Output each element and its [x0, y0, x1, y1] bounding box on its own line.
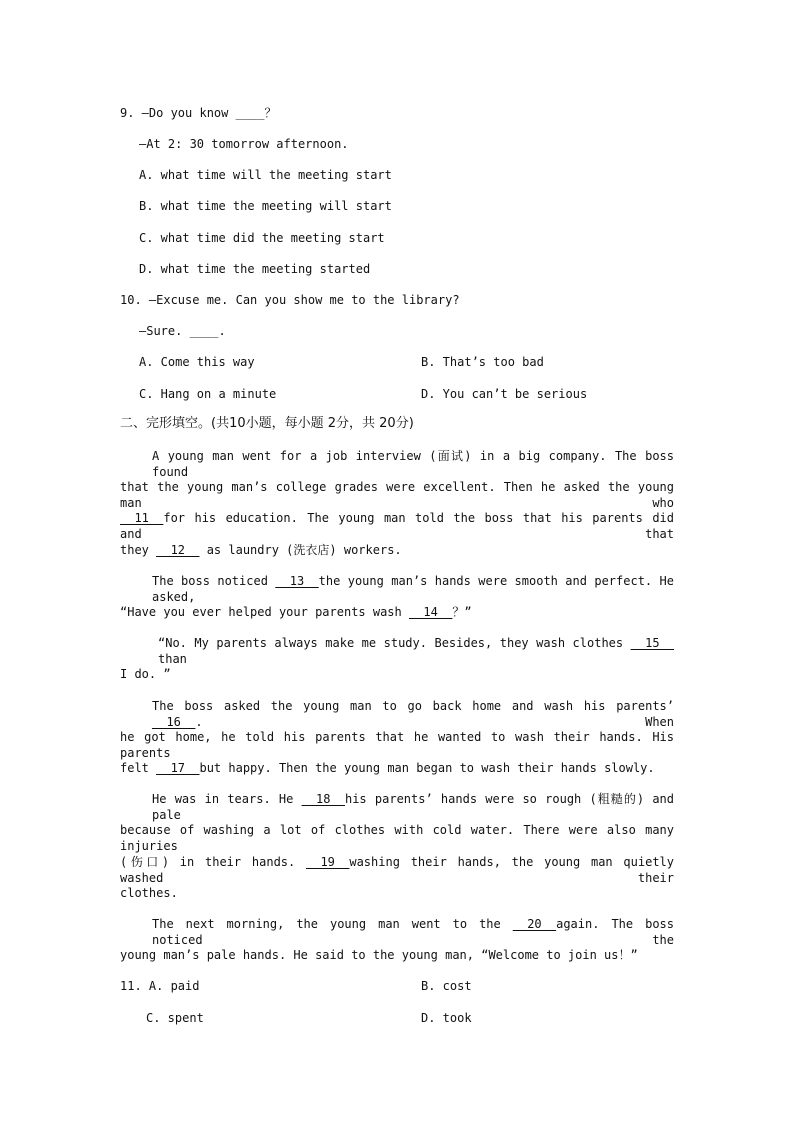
passage-text: The next morning, the young man went to the — [152, 917, 513, 931]
passage-line: young man’s pale hands. He said to the young man, “Welcome to join us！” — [120, 948, 638, 962]
passage-line — [152, 573, 674, 605]
q10-option-d[interactable]: D. You can’t be serious — [421, 387, 588, 401]
q11-option-a[interactable]: 11. A. paid — [120, 979, 200, 993]
blank-18[interactable]: __18__ — [301, 792, 345, 806]
passage-line: because of washing a lot of clothes with cold water. There were also many injuries — [120, 823, 674, 853]
passage-line — [158, 635, 674, 667]
passage-text: for his education. The young man told the boss that his parents did and that — [120, 511, 674, 541]
q9-option-c[interactable]: C. what time did the meeting start — [139, 231, 385, 245]
q9-option-d[interactable]: D. what time the meeting started — [139, 262, 371, 276]
q9-reply: —At 2: 30 tomorrow afternoon. — [139, 137, 349, 151]
passage-line — [120, 510, 674, 542]
blank-11[interactable]: __11__ — [120, 511, 164, 525]
blank-13[interactable]: __13__ — [275, 574, 319, 588]
passage-line: he got home, he told his parents that he wanted to wash their hands. His parents — [120, 730, 674, 760]
passage-line — [120, 760, 676, 776]
q9-option-b[interactable]: B. what time the meeting will start — [139, 199, 392, 213]
passage-line — [152, 791, 674, 823]
passage-text: The boss noticed — [152, 574, 276, 588]
q9-stem: 9. —Do you know ____？ — [120, 106, 277, 120]
passage-text: ？” — [452, 605, 472, 619]
section-heading: 二、完形填空。(共10小题，每小题 2分，共 20分) — [120, 416, 414, 431]
passage-text: (伤口) in their hands. — [120, 855, 306, 869]
blank-19[interactable]: __19__ — [306, 855, 350, 869]
passage-text: his parents’ hands were so rough (粗糙的) and pale — [152, 792, 674, 822]
passage-text: than — [158, 652, 187, 666]
passage-line: clothes. — [120, 886, 178, 900]
q10-option-a[interactable]: A. Come this way — [139, 355, 255, 369]
passage-line: that the young man’s college grades were excellent. Then he asked the young man who — [120, 480, 674, 510]
passage-text: but happy. Then the young man began to wash their hands slowly. — [199, 761, 655, 775]
blank-12[interactable]: __12__ — [156, 543, 200, 557]
q11-option-c[interactable]: C. spent — [146, 1011, 204, 1025]
q10-option-c[interactable]: C. Hang on a minute — [139, 387, 277, 401]
passage-text: The boss asked the young man to go back home and wash his parents’ — [152, 699, 674, 713]
passage-text: . When — [195, 715, 674, 729]
blank-16[interactable]: __16__ — [152, 715, 196, 729]
q10-reply: —Sure. ____. — [139, 324, 226, 338]
passage-text: “No. My parents always make me study. Besides, they wash clothes — [158, 636, 631, 650]
passage-text: “Have you ever helped your parents wash — [120, 605, 409, 619]
passage-line — [120, 542, 676, 558]
blank-20[interactable]: __20__ — [512, 917, 557, 931]
blank-15[interactable]: __15__ — [630, 636, 674, 650]
blank-14[interactable]: __14__ — [408, 605, 453, 619]
passage-text: the young man’s hands were smooth and perfect. He asked, — [152, 574, 674, 604]
passage-text: washing their hands, the young man quietly washed their — [120, 855, 674, 885]
q11-option-b[interactable]: B. cost — [421, 979, 472, 993]
blank-17[interactable]: __17__ — [156, 761, 200, 775]
passage-line — [152, 698, 674, 730]
passage-text: felt — [120, 761, 157, 775]
passage-text: again. The boss noticed the — [152, 917, 675, 947]
passage-line — [120, 604, 676, 620]
passage-line — [120, 854, 674, 886]
q10-stem: 10. —Excuse me. Can you show me to the library? — [120, 293, 460, 307]
passage-text: He was in tears. He — [152, 792, 302, 806]
passage-line: I do. ” — [120, 667, 171, 681]
passage-text: as laundry (洗衣店) workers. — [199, 543, 402, 557]
q10-option-b[interactable]: B. That’s too bad — [421, 355, 544, 369]
q9-option-a[interactable]: A. what time will the meeting start — [139, 168, 392, 182]
passage-line — [152, 916, 674, 948]
q11-option-d[interactable]: D. took — [421, 1011, 472, 1025]
passage-line: A young man went for a job interview (面试) in a big company. The boss found — [152, 449, 674, 479]
passage-text: they — [120, 543, 157, 557]
